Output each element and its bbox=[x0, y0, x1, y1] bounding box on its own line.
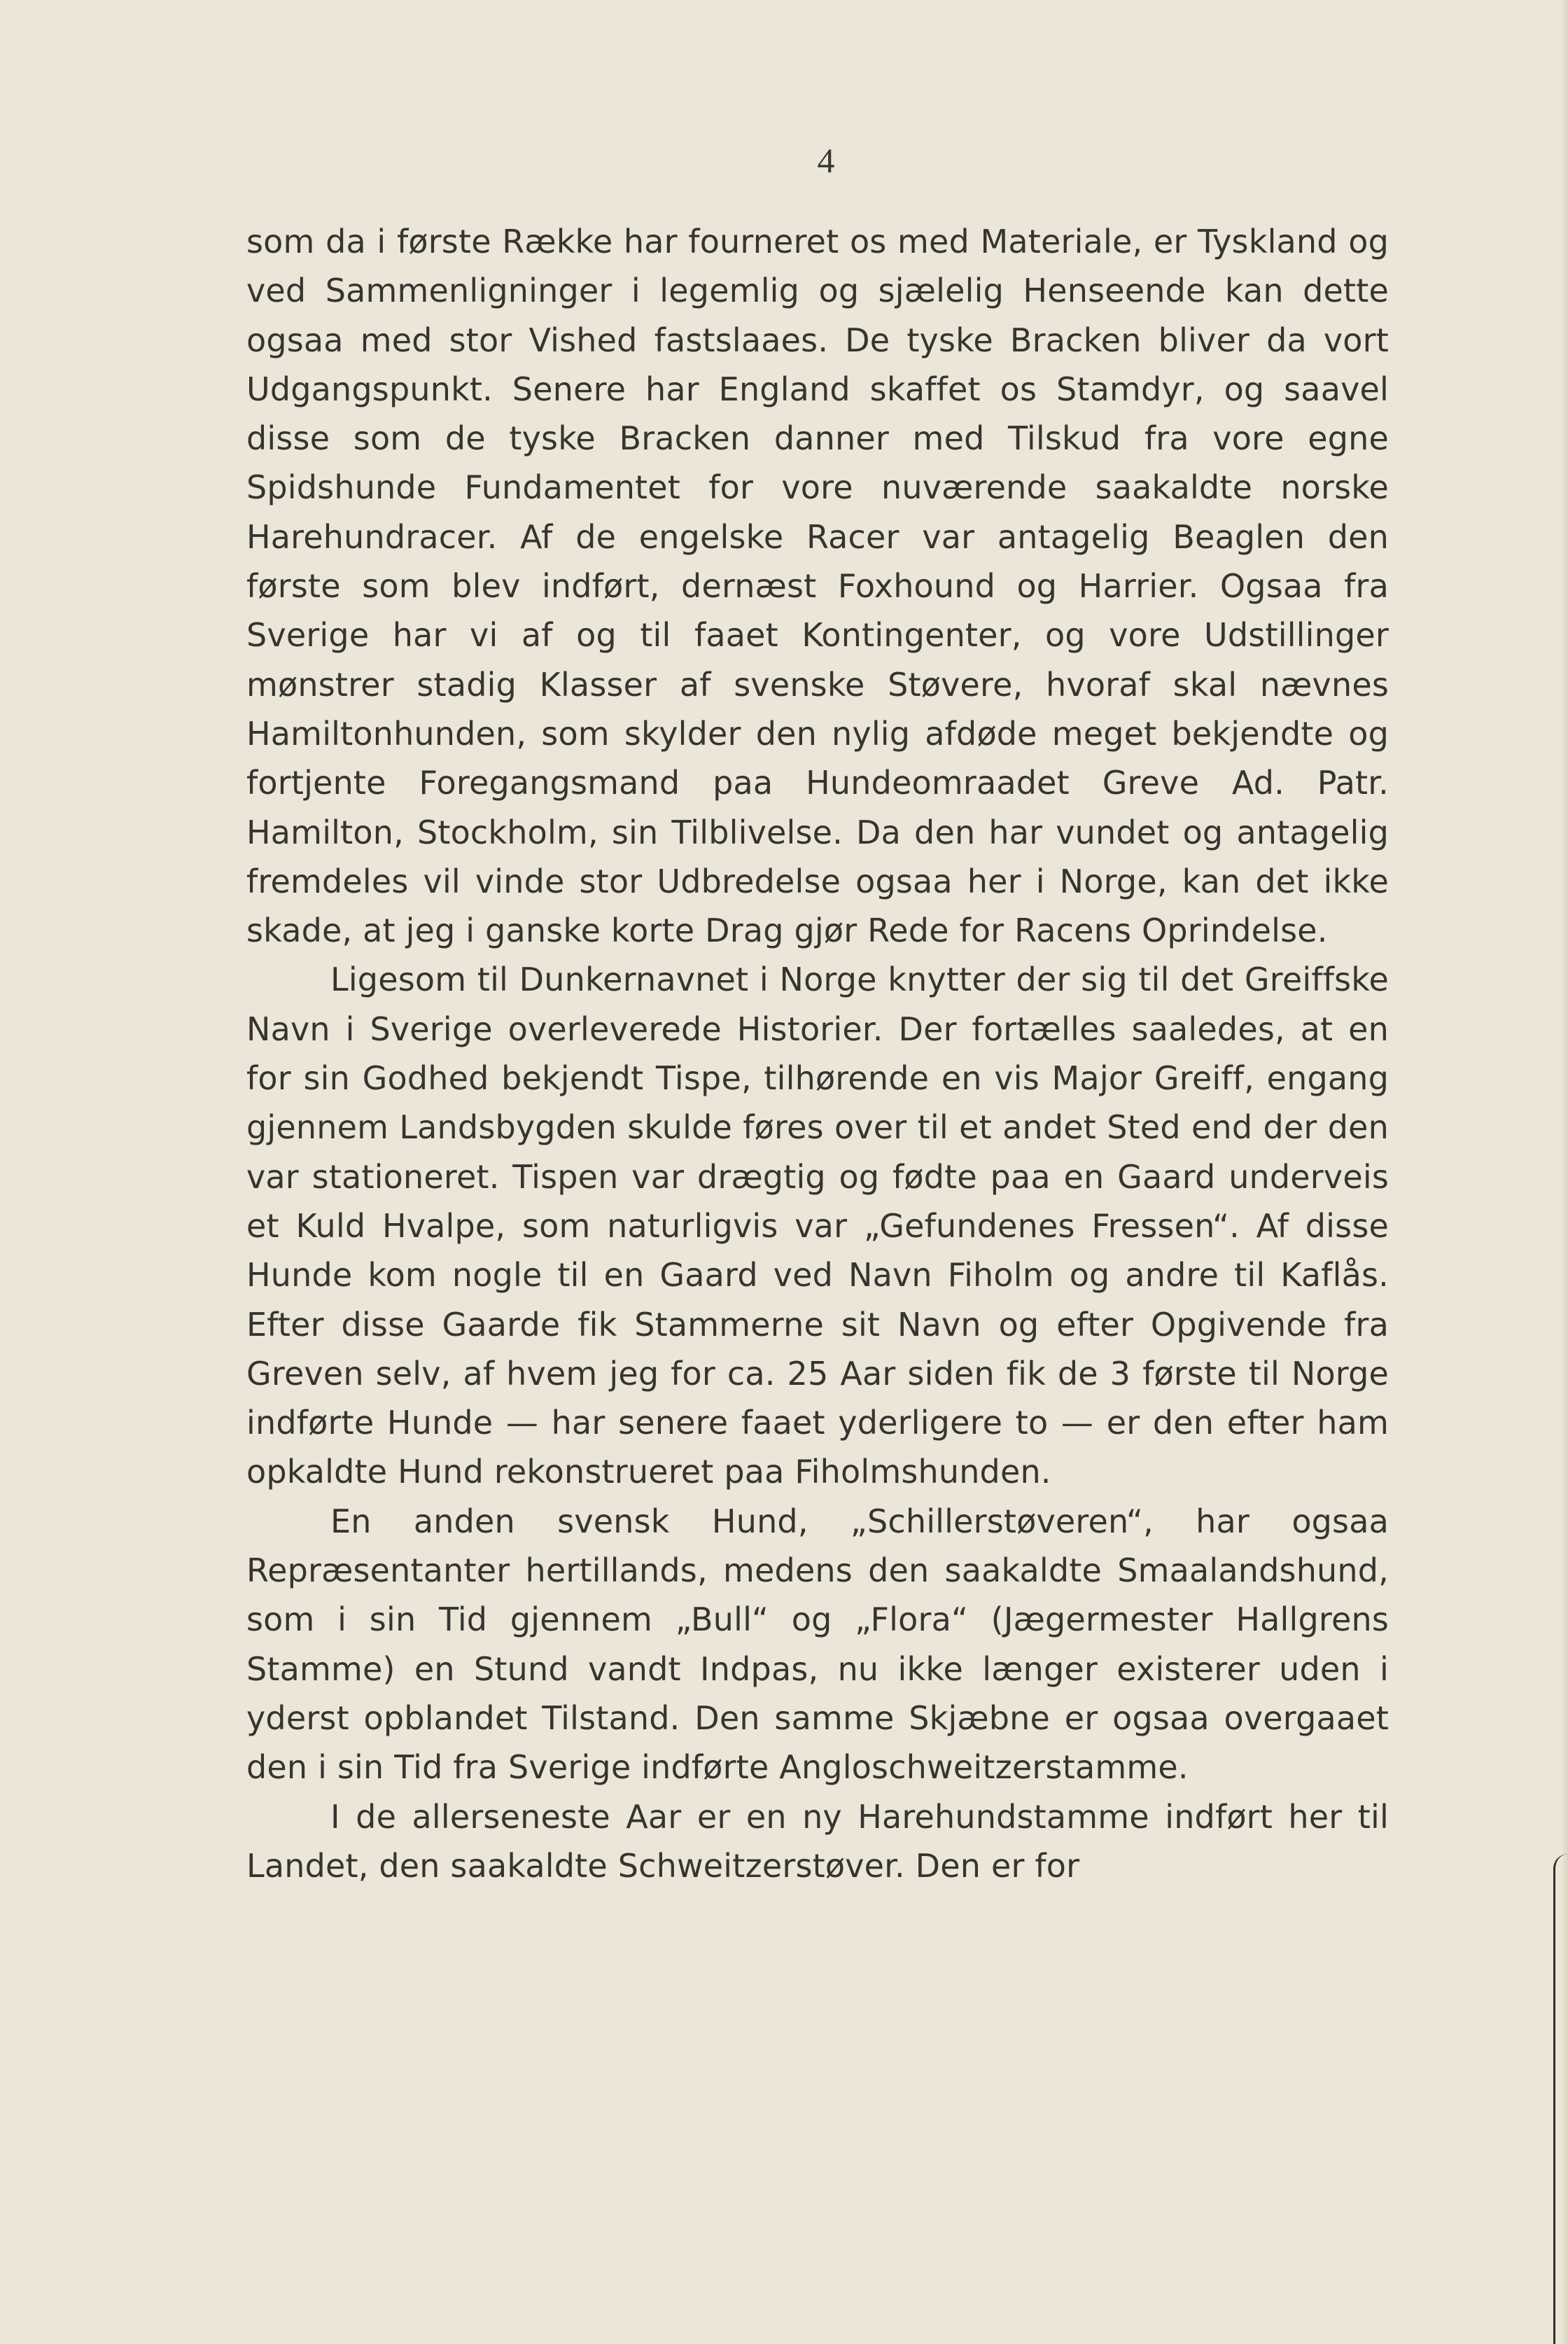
paragraph-3: En anden svensk Hund, „Schillerstøveren“, har ogsaa Repræsentanter hertillands, medens den saakaldte Smaalandshund, som i sin Tid gjennem „Bull“ og „Flora“ (Jægermester Hallgrens Stamme) en Stund vandt Indpas, nu ikke længer existerer uden i yderst opblandet Tilstand. Den samme Skjæbne er ogsaa overgaaet den i sin Tid fra Sverige indførte Angloschweitzerstamme. bbox=[246, 1502, 1389, 1787]
paragraph-1: som da i første Række har fourneret os med Materiale, er Tyskland og ved Sammenligninger i legemlig og sjælelig Henseende kan dette ogsaa med stor Vished fastslaaes. De tyske Bracken bliver da vort Udgangspunkt. Senere har England skaffet os Stamdyr, og saavel disse som de tyske Bracken danner med Tilskud fra vore egne Spidshunde Fundamentet for vore nuværende saakaldte norske Harehundracer. Af de engelske Racer var antagelig Beaglen den første som blev indført, dernæst Foxhound og Harrier. Ogsaa fra Sverige har vi af og til faaet Kontingenter, og vore Udstillinger mønstrer stadig Klasser af svenske Støvere, hvoraf skal nævnes Hamiltonhunden, som skylder den nylig afdøde meget bekjendte og fortjente Foregangsmand paa Hundeomraadet Greve Ad. Patr. Hamilton, Stockholm, sin Tilblivelse. Da den har vundet og antagelig fremdeles vil vinde stor Udbredelse ogsaa her i Norge, kan det ikke skade, at jeg i ganske korte Drag gjør Rede for Racens Oprindelse. bbox=[246, 223, 1389, 950]
body-text bbox=[246, 217, 1389, 1890]
paragraph-4: I de allerseneste Aar er en ny Harehundstamme indført her til Landet, den saakaldte Schweitzerstøver. Den er for bbox=[246, 1797, 1389, 1885]
paragraph-2: Ligesom til Dunkernavnet i Norge knytter der sig til det Greiffske Navn i Sverige overleverede Historier. Der fortælles saaledes, at en for sin Godhed bekjendt Tispe, tilhørende en vis Major Greiff, engang gjennem Landsbygden skulde føres over til et andet Sted end der den var stationeret. Tispen var drægtig og fødte paa en Gaard underveis et Kuld Hvalpe, som naturligvis var „Gefundenes Fressen“. Af disse Hunde kom nogle til en Gaard ved Navn Fiholm og andre til Kaflås. Efter disse Gaarde fik Stammerne sit Navn og efter Opgivende fra Greven selv, af hvem jeg for ca. 25 Aar siden fik de 3 første til Norge indførte Hunde — har senere faaet yderligere to — er den efter ham opkaldte Hund rekonstrueret paa Fiholmshunden. bbox=[246, 961, 1389, 1491]
page-curl-edge bbox=[1553, 1854, 1568, 2344]
page-number: 4 bbox=[817, 141, 835, 180]
